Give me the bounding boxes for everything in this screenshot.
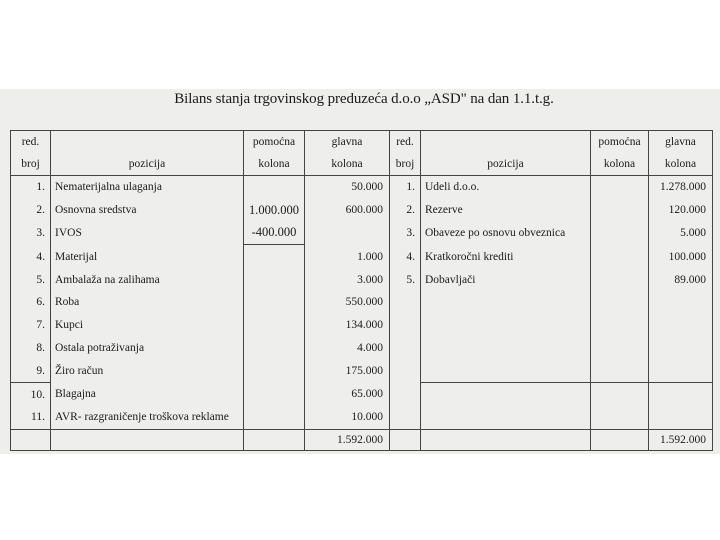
table-row	[11, 291, 713, 314]
liability-name: Obaveze po osnovu obveznica	[421, 222, 591, 245]
assets-total: 1.592.000	[305, 429, 390, 450]
liability-name	[421, 383, 591, 406]
asset-no: 3.	[11, 222, 51, 245]
balance-sheet-table	[10, 130, 713, 451]
liability-name: Rezerve	[421, 199, 591, 222]
asset-aux	[244, 245, 305, 268]
liability-name: Dobavljači	[421, 268, 591, 291]
liability-main	[649, 314, 713, 337]
asset-no: 2.	[11, 199, 51, 222]
asset-main: 1.000	[305, 245, 390, 268]
header-pozicija-liabilities-top	[421, 131, 591, 154]
header-row-1	[11, 131, 713, 154]
total-spacer	[51, 429, 244, 450]
table-row	[11, 337, 713, 360]
asset-name: Žiro račun	[51, 359, 244, 382]
header-kolona-main-liabilities: kolona	[649, 153, 713, 176]
liability-aux	[591, 199, 649, 222]
liability-name: Udeli d.o.o.	[421, 176, 591, 199]
liability-name	[421, 337, 591, 360]
total-spacer	[421, 429, 591, 450]
liability-main	[649, 359, 713, 382]
liability-aux	[591, 314, 649, 337]
header-red-assets: red.	[11, 131, 51, 154]
asset-main: 600.000	[305, 199, 390, 222]
liability-no	[390, 314, 421, 337]
header-row-2	[11, 153, 713, 176]
header-pozicija-assets: pozicija	[51, 153, 244, 176]
asset-no: 7.	[11, 314, 51, 337]
liabilities-total: 1.592.000	[649, 429, 713, 450]
totals-row	[11, 429, 713, 450]
asset-name: Blagajna	[51, 383, 244, 406]
total-spacer	[390, 429, 421, 450]
liability-aux	[591, 383, 649, 406]
table-row	[11, 383, 713, 406]
asset-no: 10.	[11, 383, 51, 406]
asset-aux	[244, 383, 305, 406]
header-glavna-assets: glavna	[305, 131, 390, 154]
asset-name: Roba	[51, 291, 244, 314]
asset-main: 175.000	[305, 359, 390, 382]
asset-name: IVOS	[51, 222, 244, 245]
asset-name: Materijal	[51, 245, 244, 268]
liability-main	[649, 291, 713, 314]
liability-main	[649, 383, 713, 406]
header-kolona-main-assets: kolona	[305, 153, 390, 176]
asset-aux	[244, 359, 305, 382]
liability-main: 1.278.000	[649, 176, 713, 199]
liability-no: 1.	[390, 176, 421, 199]
asset-main	[305, 222, 390, 245]
table-row	[11, 199, 713, 222]
asset-no: 6.	[11, 291, 51, 314]
asset-name: Osnovna sredstva	[51, 199, 244, 222]
scanned-document	[0, 89, 720, 454]
asset-aux	[244, 337, 305, 360]
table-row	[11, 359, 713, 382]
asset-name: Ostala potraživanja	[51, 337, 244, 360]
header-kolona-aux-assets: kolona	[244, 153, 305, 176]
header-red-liabilities: red.	[390, 131, 421, 154]
header-broj-assets: broj	[11, 153, 51, 176]
asset-aux	[244, 406, 305, 429]
liability-no	[390, 359, 421, 382]
liability-main	[649, 406, 713, 429]
asset-aux: 1.000.000	[244, 199, 305, 222]
asset-main: 65.000	[305, 383, 390, 406]
liability-no	[390, 291, 421, 314]
liability-main	[649, 337, 713, 360]
total-spacer	[244, 429, 305, 450]
liability-aux	[591, 359, 649, 382]
liability-name	[421, 359, 591, 382]
asset-aux	[244, 176, 305, 199]
header-glavna-liabilities: glavna	[649, 131, 713, 154]
asset-main: 50.000	[305, 176, 390, 199]
liability-main: 120.000	[649, 199, 713, 222]
asset-no: 9.	[11, 359, 51, 382]
asset-main: 3.000	[305, 268, 390, 291]
table-row	[11, 222, 713, 245]
header-pozicija-assets-top	[51, 131, 244, 154]
liability-aux	[591, 268, 649, 291]
asset-no: 4.	[11, 245, 51, 268]
liability-aux	[591, 406, 649, 429]
header-pomocna-liabilities: pomoćna	[591, 131, 649, 154]
liability-no: 4.	[390, 245, 421, 268]
asset-name: Nematerijalna ulaganja	[51, 176, 244, 199]
asset-aux	[244, 268, 305, 291]
header-pozicija-liabilities: pozicija	[421, 153, 591, 176]
liability-name	[421, 406, 591, 429]
asset-main: 134.000	[305, 314, 390, 337]
asset-no: 8.	[11, 337, 51, 360]
asset-main: 550.000	[305, 291, 390, 314]
asset-name: AVR- razgraničenje troškova reklame	[51, 406, 244, 429]
table-body	[11, 176, 713, 451]
liability-no	[390, 383, 421, 406]
asset-name: Ambalaža na zalihama	[51, 268, 244, 291]
liability-aux	[591, 176, 649, 199]
asset-aux: -400.000	[244, 222, 305, 245]
liability-name: Kratkoročni krediti	[421, 245, 591, 268]
liability-main: 100.000	[649, 245, 713, 268]
asset-main: 4.000	[305, 337, 390, 360]
liability-aux	[591, 245, 649, 268]
header-kolona-aux-liabilities: kolona	[591, 153, 649, 176]
liability-main: 89.000	[649, 268, 713, 291]
document-title: Bilans stanja trgovinskog preduzeća d.o.o „ASD" na dan 1.1.t.g.	[174, 91, 554, 107]
total-spacer	[591, 429, 649, 450]
liability-aux	[591, 291, 649, 314]
asset-main: 10.000	[305, 406, 390, 429]
liability-no: 3.	[390, 222, 421, 245]
liability-main: 5.000	[649, 222, 713, 245]
table-row	[11, 268, 713, 291]
table-row	[11, 406, 713, 429]
liability-no: 5.	[390, 268, 421, 291]
liability-no	[390, 406, 421, 429]
asset-no: 11.	[11, 406, 51, 429]
header-broj-liabilities: broj	[390, 153, 421, 176]
table-row	[11, 176, 713, 199]
liability-aux	[591, 222, 649, 245]
liability-no: 2.	[390, 199, 421, 222]
asset-no: 1.	[11, 176, 51, 199]
liability-name	[421, 314, 591, 337]
asset-name: Kupci	[51, 314, 244, 337]
liability-aux	[591, 337, 649, 360]
table-row	[11, 245, 713, 268]
liability-name	[421, 291, 591, 314]
asset-no: 5.	[11, 268, 51, 291]
liability-no	[390, 337, 421, 360]
total-spacer	[11, 429, 51, 450]
table-row	[11, 314, 713, 337]
asset-aux	[244, 314, 305, 337]
header-pomocna-assets: pomoćna	[244, 131, 305, 154]
asset-aux	[244, 291, 305, 314]
